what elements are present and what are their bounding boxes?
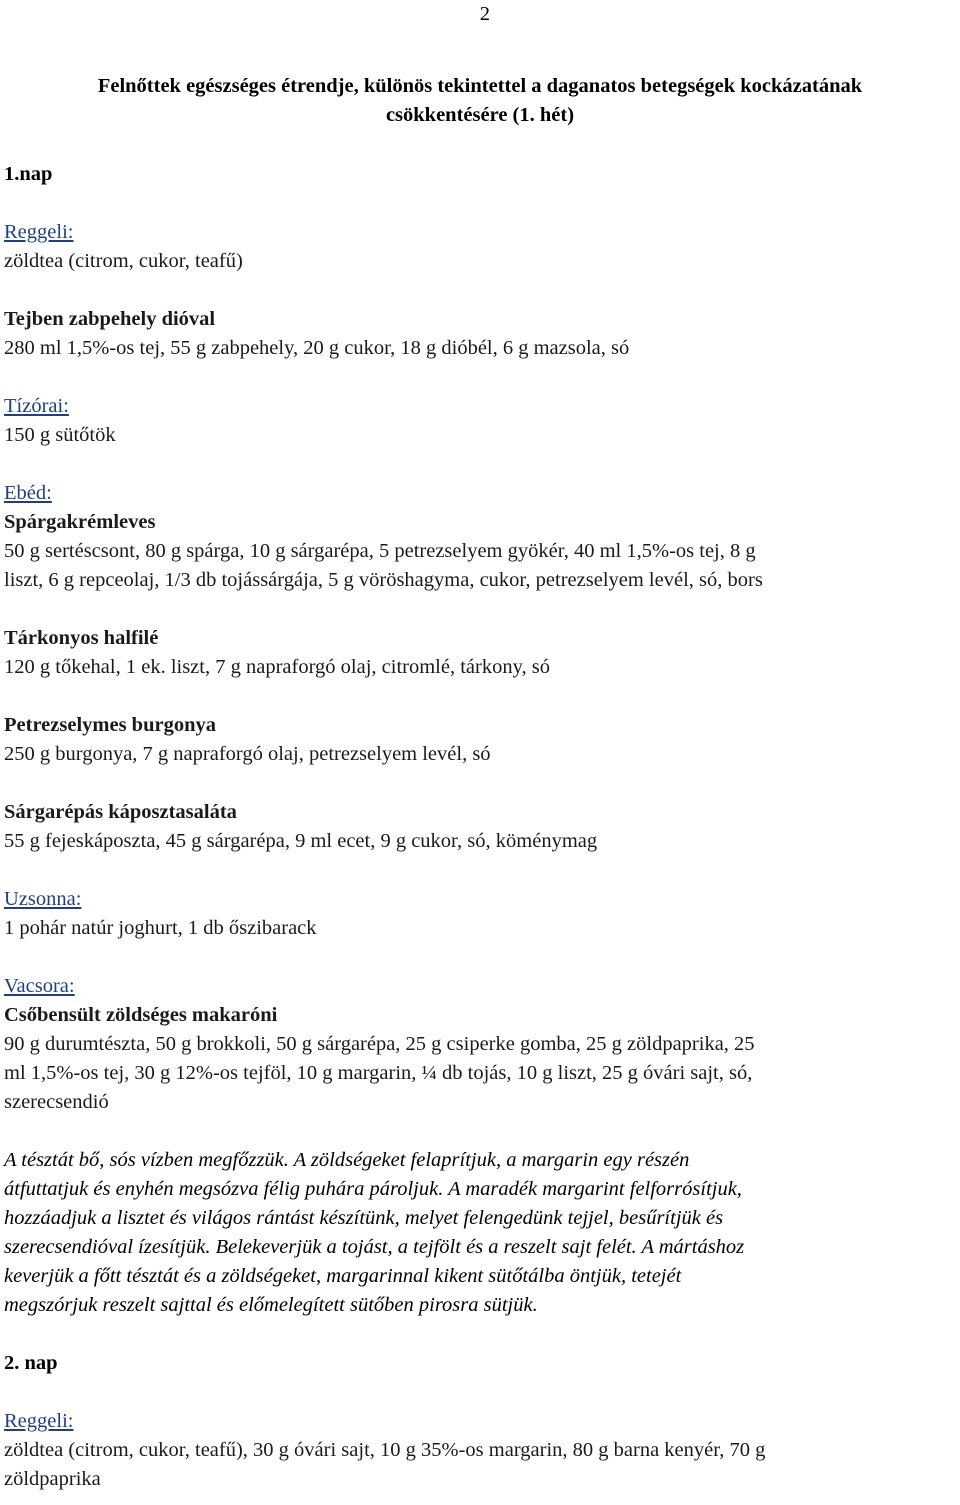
- lunch-soup-name: Spárgakrémleves: [4, 511, 156, 533]
- recipe-line-5: keverjük a főtt tésztát és a zöldségeket, margarinnal kikent sütőtálba öntjük, tetejét: [4, 1265, 682, 1287]
- lunch-fish-name: Tárkonyos halfilé: [4, 627, 159, 649]
- day2-breakfast-label: Reggeli:: [4, 1410, 74, 1432]
- snack2-label: Uzsonna:: [4, 888, 82, 910]
- day2-breakfast-line-2: zöldpaprika: [4, 1468, 101, 1490]
- snack1-item: 150 g sütőtök: [4, 424, 116, 446]
- page-number: 2: [479, 3, 490, 25]
- day-2-heading: 2. nap: [4, 1352, 58, 1374]
- day2-breakfast-line-1: zöldtea (citrom, cukor, teafű), 30 g óvári sajt, 10 g 35%-os margarin, 80 g barna kenyér, 70 g: [4, 1439, 766, 1461]
- document-title: [4, 72, 956, 130]
- lunch-label: Ebéd:: [4, 482, 52, 504]
- recipe-line-2: átfuttatjuk és enyhén megsózva félig puhára pároljuk. A maradék margarint felforrósítjuk,: [4, 1178, 742, 1200]
- snack2-item: 1 pohár natúr joghurt, 1 db őszibarack: [4, 917, 317, 939]
- day-1-heading: 1.nap: [4, 163, 53, 185]
- recipe-line-4: szerecsendióval ízesítjük. Belekeverjük a tojást, a tejfölt és a reszelt sajt felét. A mártáshoz: [4, 1236, 745, 1258]
- lunch-soup-ingredients-2: liszt, 6 g repceolaj, 1/3 db tojássárgája, 5 g vöröshagyma, cukor, petrezselyem levél, só, bors: [4, 569, 763, 591]
- lunch-fish-ingredients: 120 g tőkehal, 1 ek. liszt, 7 g napraforgó olaj, citromlé, tárkony, só: [4, 656, 550, 678]
- lunch-salad-name: Sárgarépás káposztasaláta: [4, 801, 237, 823]
- menu-content: [4, 160, 952, 1494]
- recipe-line-3: hozzáadjuk a lisztet és világos rántást készítünk, melyet felengedünk tejjel, besűrítjük és: [4, 1207, 724, 1229]
- dinner-ingredients-3: szerecsendió: [4, 1091, 109, 1113]
- lunch-salad-ingredients: 55 g fejeskáposzta, 45 g sárgarépa, 9 ml ecet, 9 g cukor, só, köménymag: [4, 830, 598, 852]
- breakfast-label: Reggeli:: [4, 221, 74, 243]
- dinner-ingredients-1: 90 g durumtészta, 50 g brokkoli, 50 g sárgarépa, 25 g csiperke gomba, 25 g zöldpaprika, 25: [4, 1033, 755, 1055]
- snack1-label: Tízórai:: [4, 395, 69, 417]
- lunch-potato-name: Petrezselymes burgonya: [4, 714, 216, 736]
- title-line-2: csökkentésére (1. hét): [385, 104, 575, 126]
- recipe-line-6: megszórjuk reszelt sajttal és előmelegített sütőben pirosra sütjük.: [4, 1294, 538, 1316]
- dinner-label: Vacsora:: [4, 975, 75, 997]
- breakfast-drink: zöldtea (citrom, cukor, teafű): [4, 250, 243, 272]
- title-line-1: Felnőttek egészséges étrendje, különös tekintettel a daganatos betegségek kockázatának: [97, 75, 863, 97]
- recipe-line-1: A tésztát bő, sós vízben megfőzzük. A zöldségeket felaprítjuk, a margarin egy részén: [4, 1149, 690, 1171]
- dinner-dish-name: Csőbensült zöldséges makaróni: [4, 1004, 278, 1026]
- lunch-soup-ingredients-1: 50 g sertéscsont, 80 g spárga, 10 g sárgarépa, 5 petrezselyem gyökér, 40 ml 1,5%-os tej, 8 g: [4, 540, 756, 562]
- lunch-potato-ingredients: 250 g burgonya, 7 g napraforgó olaj, petrezselyem levél, só: [4, 743, 491, 765]
- dinner-ingredients-2: ml 1,5%-os tej, 30 g 12%-os tejföl, 10 g margarin, ¼ db tojás, 10 g liszt, 25 g óvári sajt, só,: [4, 1062, 753, 1084]
- breakfast-dish-ingredients: 280 ml 1,5%-os tej, 55 g zabpehely, 20 g cukor, 18 g dióbél, 6 g mazsola, só: [4, 337, 630, 359]
- breakfast-dish-name: Tejben zabpehely dióval: [4, 308, 216, 330]
